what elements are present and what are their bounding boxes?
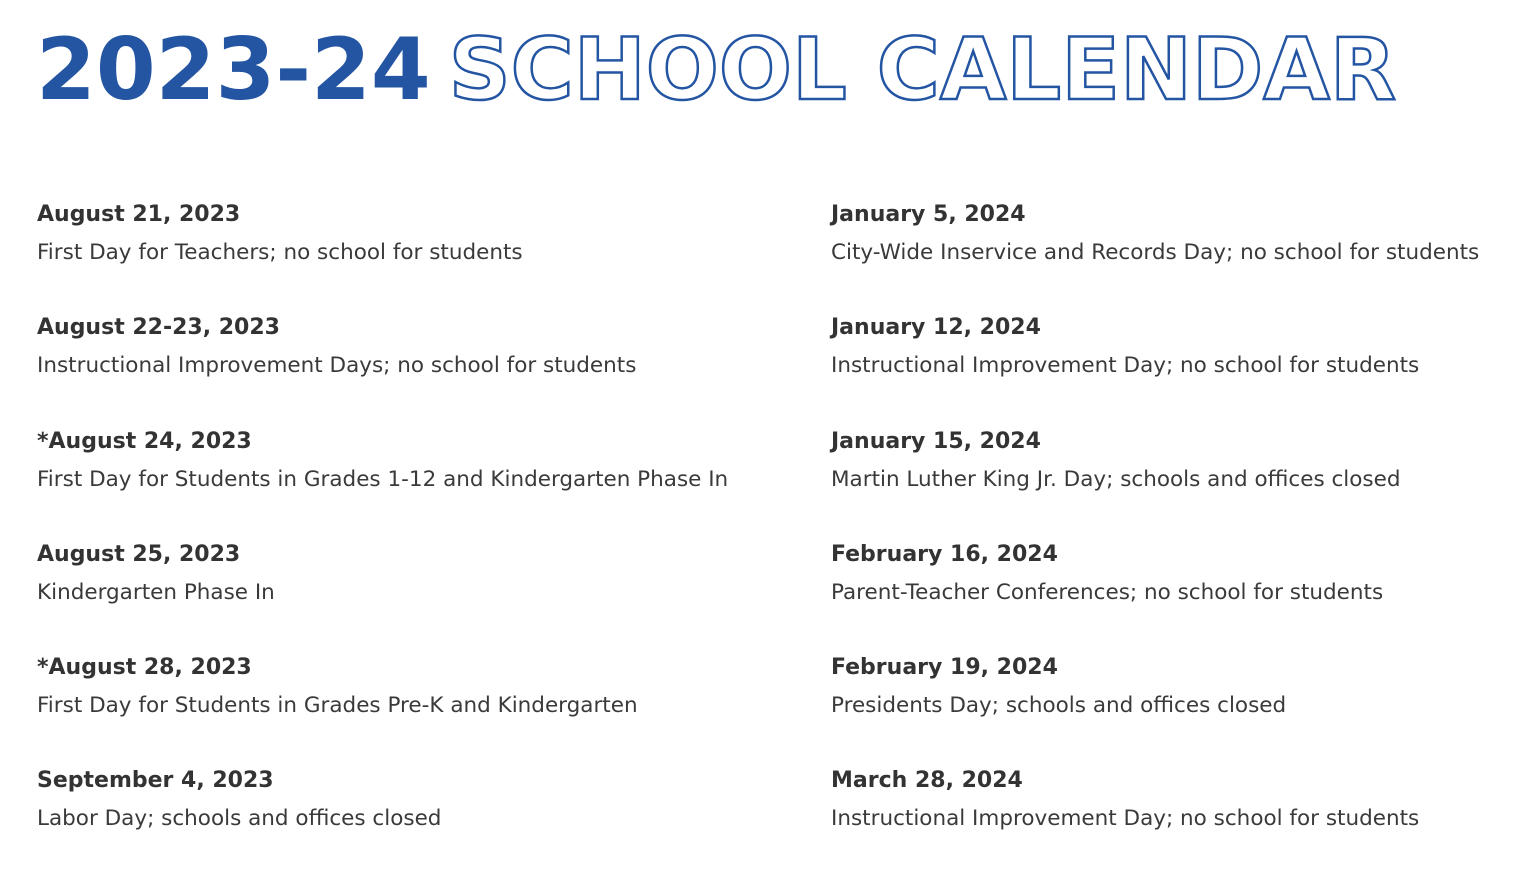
calendar-entry [831,536,1531,649]
entry-date: February 19, 2024 [831,655,1058,681]
entry-date: August 21, 2023 [37,202,241,227]
entry-description: First Day for Teachers; no school for students [37,240,523,265]
calendar-entry [37,309,797,422]
calendar-entry [831,649,1531,762]
calendar-column-left [37,196,797,876]
entry-date: *August 28, 2023 [37,655,252,681]
calendar-entry [37,536,797,649]
entry-description: City-Wide Inservice and Records Day; no school for students [831,240,1480,265]
entry-description: Martin Luther King Jr. Day; schools and offices closed [831,466,1401,492]
entry-description: First Day for Students in Grades Pre-K and Kindergarten [37,693,638,719]
entry-date: February 16, 2024 [831,541,1058,567]
title-year: 2023-24 [36,20,431,120]
entry-description: Instructional Improvement Day; no school for students [831,353,1420,379]
entry-description: First Day for Students in Grades 1-12 and Kindergarten Phase In [37,466,729,492]
entry-description: Kindergarten Phase In [37,579,275,605]
title-text: SCHOOL CALENDAR [448,20,1397,120]
entry-date: September 4, 2023 [37,768,274,794]
calendar-entry [831,762,1531,875]
calendar-column-right [831,196,1531,876]
entry-date: August 25, 2023 [37,541,241,567]
calendar-entry [831,196,1531,309]
entry-description: Parent-Teacher Conferences; no school for students [831,579,1384,605]
entry-date: August 22-23, 2023 [37,315,280,341]
entry-date: January 12, 2024 [831,315,1041,341]
calendar-entry [37,649,797,762]
calendar-entry [37,762,797,875]
entry-description: Labor Day; schools and offices closed [37,806,442,832]
calendar-entry [37,423,797,536]
calendar-entry [831,309,1531,422]
entry-description: Instructional Improvement Day; no school for students [831,806,1420,832]
entry-date: January 5, 2024 [831,202,1026,227]
entry-date: *August 24, 2023 [37,428,252,454]
page-title [36,18,1396,122]
calendar-entry [37,196,797,309]
entry-date: January 15, 2024 [831,428,1041,454]
entry-description: Instructional Improvement Days; no school for students [37,353,637,379]
entry-description: Presidents Day; schools and offices closed [831,693,1287,719]
calendar-entry [831,423,1531,536]
entry-date: March 28, 2024 [831,768,1023,794]
